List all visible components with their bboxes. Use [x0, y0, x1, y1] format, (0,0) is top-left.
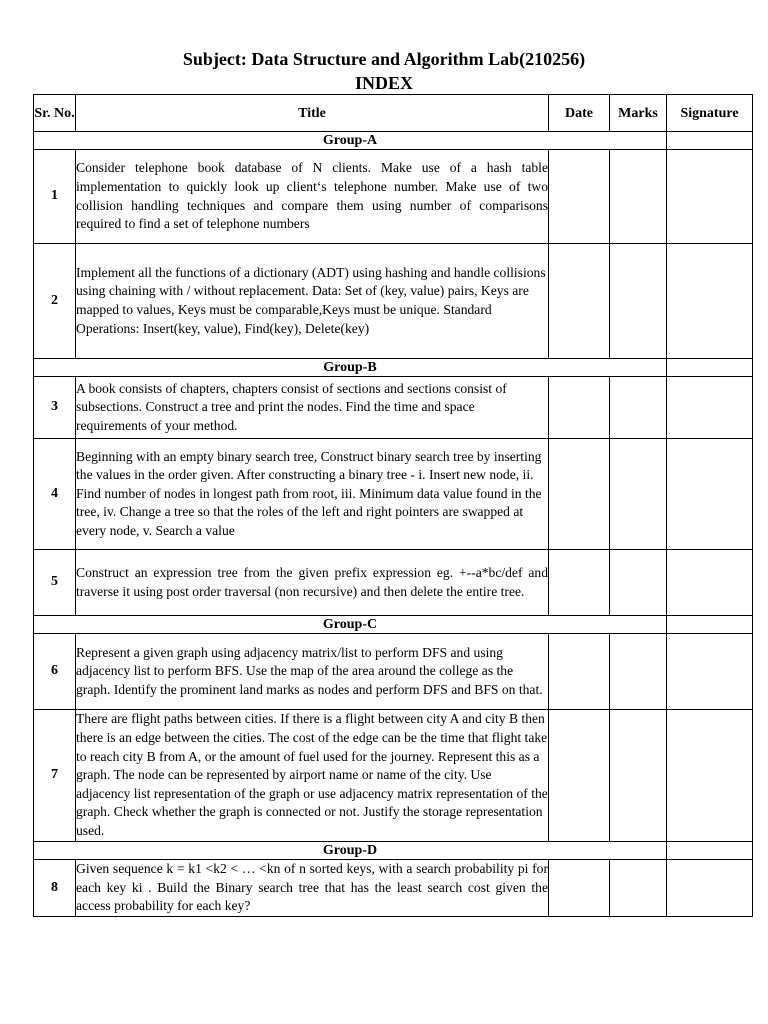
title-cell: Consider telephone book database of N clients. Make use of a hash table implementation to quickly look up client‘s telephone number. Make use of two collision handling techniques and compare them using number of comparisons required to find a set of telephone numbers [76, 150, 549, 244]
signature-cell [667, 377, 753, 439]
date-cell [549, 550, 610, 616]
subject-title: Subject: Data Structure and Algorithm Lab(210256) [182, 49, 586, 69]
signature-cell [667, 842, 753, 860]
sr-no-cell: 2 [34, 244, 76, 359]
signature-cell [667, 132, 753, 150]
table-row [34, 710, 753, 842]
marks-cell [610, 150, 667, 244]
sr-no-cell: 7 [34, 710, 76, 842]
signature-cell [667, 860, 753, 917]
index-table [33, 94, 753, 917]
date-cell [549, 439, 610, 550]
table-row [34, 550, 753, 616]
table-row [34, 244, 753, 359]
marks-cell [610, 860, 667, 917]
group-label: Group-D [34, 842, 667, 860]
column-header-signature: Signature [667, 95, 753, 132]
table-header-row [34, 95, 753, 132]
column-header-marks: Marks [610, 95, 667, 132]
title-cell: Construct an expression tree from the given prefix expression eg. +--a*bc/def and traverse it using post order traversal (non recursive) and then delete the entire tree. [76, 550, 549, 616]
signature-cell [667, 550, 753, 616]
title-cell: Represent a given graph using adjacency matrix/list to perform DFS and using adjacency list to perform BFS. Use the map of the area around the college as the graph. Identify the prominent land marks as nodes and perform DFS and BFS on that. [76, 634, 549, 710]
title-cell: A book consists of chapters, chapters consist of sections and sections consist of subsections. Construct a tree and print the nodes. Find the time and space requirements of your method. [76, 377, 549, 439]
table-row [34, 860, 753, 917]
signature-cell [667, 359, 753, 377]
marks-cell [610, 710, 667, 842]
title-cell: Implement all the functions of a dictionary (ADT) using hashing and handle collisions using chaining with / without replacement. Data: Set of (key, value) pairs, Keys are mapped to values, Keys must be comparable,Keys must be unique. Standard Operations: Insert(key, value), Find(key), Delete(key) [76, 244, 549, 359]
date-cell [549, 634, 610, 710]
group-row [34, 359, 753, 377]
sr-no-cell: 6 [34, 634, 76, 710]
table-row [34, 439, 753, 550]
group-label: Group-B [34, 359, 667, 377]
signature-cell [667, 439, 753, 550]
index-heading: INDEX [354, 73, 413, 93]
title-cell: There are flight paths between cities. If there is a flight between city A and city B then there is an edge between the cities. The cost of the edge can be the time that flight take to reach city B from A, or the amount of fuel used for the journey. Represent this as a graph. The node can be represented by airport name or name of the city. Use adjacency list representation of the graph or use adjacency matrix representation of the graph. Check whether the graph is connected or not. Justify the storage representation used. [76, 710, 549, 842]
title-cell: Given sequence k = k1 <k2 < … <kn of n sorted keys, with a search probability pi for each key ki . Build the Binary search tree that has the least search cost given the access probability for each key? [76, 860, 549, 917]
marks-cell [610, 244, 667, 359]
date-cell [549, 377, 610, 439]
signature-cell [667, 634, 753, 710]
column-header-title: Title [76, 95, 549, 132]
date-cell [549, 244, 610, 359]
title-cell: Beginning with an empty binary search tree, Construct binary search tree by inserting the values in the order given. After constructing a binary tree - i. Insert new node, ii. Find number of nodes in longest path from root, iii. Minimum data value found in the tree, iv. Change a tree so that the roles of the left and right pointers are swapped at every node, v. Search a value [76, 439, 549, 550]
group-label: Group-A [34, 132, 667, 150]
group-row [34, 842, 753, 860]
table-row [34, 634, 753, 710]
date-cell [549, 860, 610, 917]
sr-no-cell: 1 [34, 150, 76, 244]
marks-cell [610, 550, 667, 616]
date-cell [549, 150, 610, 244]
marks-cell [610, 377, 667, 439]
group-row [34, 132, 753, 150]
signature-cell [667, 150, 753, 244]
group-label: Group-C [34, 616, 667, 634]
signature-cell [667, 710, 753, 842]
column-header-date: Date [549, 95, 610, 132]
date-cell [549, 710, 610, 842]
marks-cell [610, 439, 667, 550]
sr-no-cell: 5 [34, 550, 76, 616]
signature-cell [667, 244, 753, 359]
marks-cell [610, 634, 667, 710]
signature-cell [667, 616, 753, 634]
column-header-sr-no: Sr. No. [34, 95, 76, 132]
sr-no-cell: 3 [34, 377, 76, 439]
group-row [34, 616, 753, 634]
table-row [34, 377, 753, 439]
sr-no-cell: 4 [34, 439, 76, 550]
table-row [34, 150, 753, 244]
sr-no-cell: 8 [34, 860, 76, 917]
